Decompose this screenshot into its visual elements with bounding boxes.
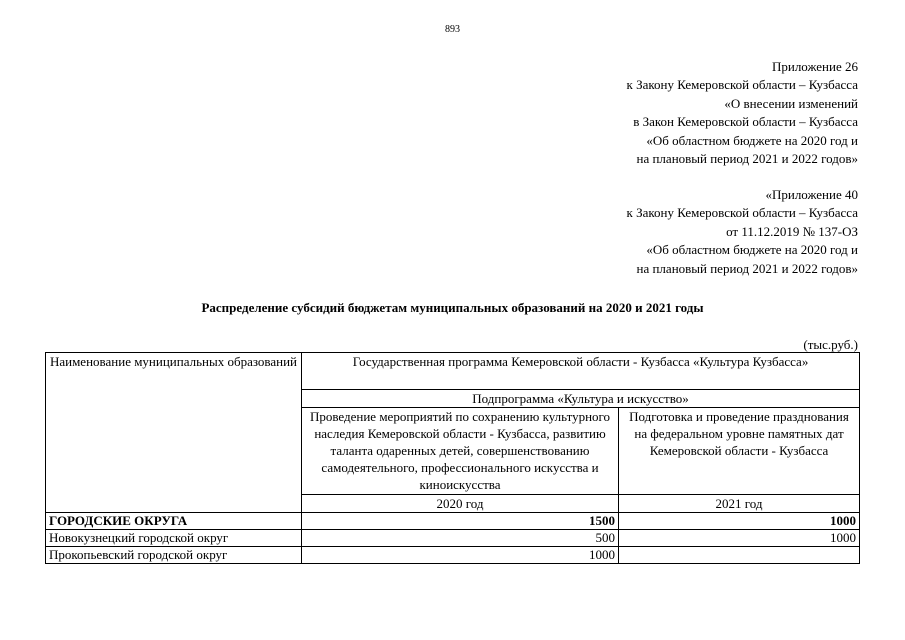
header-col2-description: Подготовка и проведение празднования на федеральном уровне памятных дат Кемеровской области - Кузбасса xyxy=(619,408,860,495)
row-name: ГОРОДСКИЕ ОКРУГА xyxy=(46,513,302,530)
appendix-b-line: на плановый период 2021 и 2022 годов» xyxy=(636,260,858,276)
appendix-b-line: «Приложение 40 xyxy=(765,187,858,202)
row-value-2021 xyxy=(619,547,860,564)
row-value-2020: 1000 xyxy=(302,547,619,564)
page-number: 893 xyxy=(445,24,460,35)
document-title: Распределение субсидий бюджетам муниципальных образований на 2020 и 2021 годы xyxy=(201,300,704,315)
header-col2-year: 2021 год xyxy=(619,495,860,513)
appendix-26-header xyxy=(627,58,859,168)
row-name: Новокузнецкий городской округ xyxy=(46,530,302,547)
header-subprogram: Подпрограмма «Культура и искусство» xyxy=(302,390,860,408)
appendix-b-line: «Об областном бюджете на 2020 год и xyxy=(646,242,858,258)
appendix-a-line: к Закону Кемеровской области – Кузбасса xyxy=(626,77,858,93)
appendix-a-line: Приложение 26 xyxy=(771,59,858,74)
table-row xyxy=(46,530,860,547)
row-value-2021: 1000 xyxy=(619,513,860,530)
units-label: (тыс.руб.) xyxy=(803,337,858,352)
row-name: Прокопьевский городской округ xyxy=(46,547,302,564)
row-value-2020: 500 xyxy=(302,530,619,547)
row-value-2021: 1000 xyxy=(619,530,860,547)
row-value-2020: 1500 xyxy=(302,513,619,530)
appendix-a-line: на плановый период 2021 и 2022 годов» xyxy=(636,151,858,167)
table-row xyxy=(46,513,860,530)
appendix-a-line: «О внесении изменений xyxy=(724,95,858,111)
appendix-40-header xyxy=(627,186,859,278)
header-state-program: Государственная программа Кемеровской области - Кузбасса «Культура Кузбасса» xyxy=(302,353,860,390)
appendix-a-line: «Об областном бюджете на 2020 год и xyxy=(646,132,858,148)
header-municipality-name: Наименование муниципальных образований xyxy=(46,353,302,513)
table-row xyxy=(46,547,860,564)
header-col1-year: 2020 год xyxy=(302,495,619,513)
appendix-b-line: к Закону Кемеровской области – Кузбасса xyxy=(626,205,858,221)
subsidies-table xyxy=(45,352,860,564)
appendix-b-line: от 11.12.2019 № 137-ОЗ xyxy=(726,223,858,239)
header-col1-description: Проведение мероприятий по сохранению культурного наследия Кемеровской области - Кузбасса, развитию таланта одаренных детей, совершенствованию самодеятельного, профессионального искусства и киноискусства xyxy=(302,408,619,495)
appendix-a-line: в Закон Кемеровской области – Кузбасса xyxy=(633,114,858,130)
